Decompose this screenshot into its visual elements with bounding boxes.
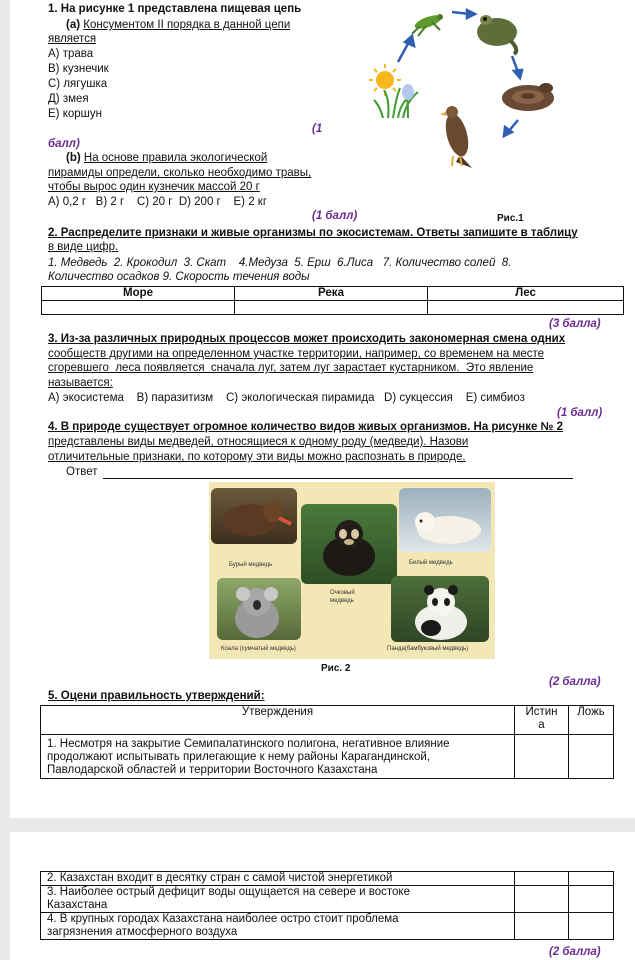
q3-line1-text: 3. Из-за различных природных процессов может происходить закономерная смена одних — [48, 333, 566, 345]
q5-header-true-l1: Истин — [525, 706, 558, 718]
q2-line1: 2. Распределите признаки и живые организмы по экосистемам. Ответы запишите в таблицу — [48, 227, 578, 239]
q1a-option-d: Д) змея — [48, 93, 89, 105]
q2-answer-river[interactable] — [235, 301, 428, 315]
spectacled-bear-caption-l2: медведь — [330, 598, 354, 604]
polar-bear-photo — [399, 488, 491, 552]
q5-false-cell-4[interactable] — [569, 913, 614, 940]
q1b-line3: чтобы вырос один кузнечик массой 20 г — [48, 181, 260, 193]
q3-line1 — [48, 333, 565, 346]
q5-false-cell-1[interactable] — [569, 735, 614, 779]
q2-ecosystem-table — [41, 286, 624, 315]
q1-title: 1. На рисунке 1 представлена пищевая цепь — [48, 3, 302, 15]
panda-caption: Панда(бамбуковый медведь) — [387, 646, 469, 652]
q5-statement-row-2 — [41, 872, 614, 886]
q5-statement-2: 2. Казахстан входит в десятку стран с самой чистой энергетикой — [41, 872, 515, 886]
q4-answer-line[interactable] — [103, 478, 573, 479]
q3-line4: называется: — [48, 377, 113, 389]
q5-score: (2 балла) — [549, 946, 601, 958]
q1a-label: (а) — [66, 19, 81, 31]
q1a-option-c: C) лягушка — [48, 78, 108, 90]
q4-answer-label: Ответ — [66, 466, 98, 478]
grasshopper-icon — [412, 13, 443, 36]
hawk-icon — [440, 106, 472, 168]
q1b-score: (1 балл) — [312, 210, 358, 222]
q5-statement-4-l2: загрязнения атмосферного воздуха — [47, 926, 238, 938]
q2-header-river: Река — [235, 287, 428, 301]
q5-table-header-row — [41, 706, 614, 735]
food-chain-figure — [360, 0, 590, 170]
q1a-option-a: A) трава — [48, 48, 94, 60]
q2-header-sea: Море — [42, 287, 235, 301]
q5-statement-3-l2: Казахстана — [47, 899, 108, 911]
q2-items-line1: 1. Медведь 2. Крокодил 3. Скат 4.Медуза 5. Ерш 6.Лиса 7. Количество солей 8. — [48, 257, 512, 269]
q1b-options: A) 0,2 г B) 2 г C) 20 г D) 200 г E) 2 кг — [48, 196, 268, 208]
panda-photo — [391, 576, 489, 642]
koala-photo — [217, 578, 301, 640]
q1a-option-b: B) кузнечик — [48, 63, 109, 75]
q1a-score-part2: балл) — [48, 138, 80, 150]
brown-bear-photo — [211, 488, 297, 544]
q3-options: A) экосистема B) паразитизм C) экологическая пирамида D) сукцессия E) симбиоз — [48, 392, 525, 404]
q2-header-forest: Лес — [428, 287, 624, 301]
q1b-label: (b) — [66, 152, 81, 164]
q5-true-cell-3[interactable] — [515, 886, 569, 913]
spectacled-bear-photo — [301, 504, 397, 584]
q5-statement-1 — [41, 735, 515, 779]
q5-statement-1-l3: Павлодарской областей и территории Восточного Казахстана — [47, 764, 378, 776]
q5-statements-table-continued — [40, 871, 614, 940]
figure2-caption: Рис. 2 — [321, 663, 351, 674]
brown-bear-caption: Бурый медведь — [229, 562, 273, 568]
q5-header-true — [515, 706, 569, 735]
q5-statement-4 — [41, 913, 515, 940]
q5-header-false: Ложь — [569, 706, 614, 735]
q5-statement-3-l1: 3. Наиболее острый дефицит воды ощущается на севере и востоке — [47, 886, 410, 898]
q5-false-cell-3[interactable] — [569, 886, 614, 913]
q2-table-answer-row — [42, 301, 624, 315]
q5-statement-1-l2: продолжают испытывать прилегающие к нему районы Карагандинской, — [47, 751, 430, 763]
q5-header-true-l2: а — [538, 719, 545, 731]
q5-statement-row-3 — [41, 886, 614, 913]
q5-statements-table — [40, 705, 614, 779]
figure1-caption: Рис.1 — [497, 213, 524, 224]
q3-line2: сообществ другими на определенном участке территории, например, со временем на месте — [48, 348, 545, 360]
polar-bear-caption: Белый медведь — [409, 560, 453, 566]
q2-answer-forest[interactable] — [428, 301, 624, 315]
q2-table-header-row — [42, 287, 624, 301]
q2-score: (3 балла) — [549, 318, 601, 330]
q4-line3: отличительные признаки, по которому эти виды можно распознать в природе. — [48, 451, 466, 463]
q1a-line1: Консументом II порядка в данной цепи — [83, 19, 291, 31]
grass-icon — [374, 84, 418, 118]
q1a-option-e: Е) коршун — [48, 108, 102, 120]
q4-line1: 4. В природе существует огромное количество видов живых организмов. На рисунке № 2 — [48, 421, 564, 433]
q1a-score-part1: (1 — [312, 123, 323, 135]
q5-title: 5. Оцени правильность утверждений: — [48, 690, 265, 702]
q5-statement-row-1 — [41, 735, 614, 779]
q2-answer-sea[interactable] — [42, 301, 235, 315]
q5-statement-row-4 — [41, 913, 614, 940]
q1a-line2: является — [48, 33, 97, 45]
bears-figure — [209, 482, 495, 659]
q5-statement-4-l1: 4. В крупных городах Казахстана наиболее остро стоит проблема — [47, 913, 399, 925]
q3-line3: сгоревшего леса появляется сначала луг, затем луг зарастает кустарником. Это явление — [48, 362, 534, 374]
q4-line2: представлены виды медведей, относящиеся к одному роду (медведи). Назови — [48, 436, 469, 448]
q2-items-line2: Количество осадков 9. Скорость течения воды — [48, 271, 310, 283]
q2-line2: в виде цифр. — [48, 241, 119, 253]
q4-score: (2 балла) — [549, 676, 601, 688]
q1b-line1: На основе правила экологической — [83, 152, 268, 164]
q5-true-cell-4[interactable] — [515, 913, 569, 940]
q5-true-cell-2[interactable] — [515, 872, 569, 886]
koala-caption: Коала (сумчатый медведь) — [221, 646, 296, 652]
q1a-question — [66, 19, 290, 32]
frog-icon — [477, 15, 517, 54]
q1b-line2: пирамиды определи, сколько необходимо травы, — [48, 167, 312, 179]
q5-header-statements: Утверждения — [41, 706, 515, 735]
q5-statement-1-l1: 1. Несмотря на закрытие Семипалатинского полигона, негативное влияние — [47, 738, 450, 750]
q3-score: (1 балл) — [557, 407, 603, 419]
q5-statement-3 — [41, 886, 515, 913]
q5-true-cell-1[interactable] — [515, 735, 569, 779]
spectacled-bear-caption-l1: Очковый — [330, 590, 355, 596]
q1b-question — [66, 152, 267, 165]
q5-false-cell-2[interactable] — [569, 872, 614, 886]
snake-icon — [502, 83, 554, 111]
